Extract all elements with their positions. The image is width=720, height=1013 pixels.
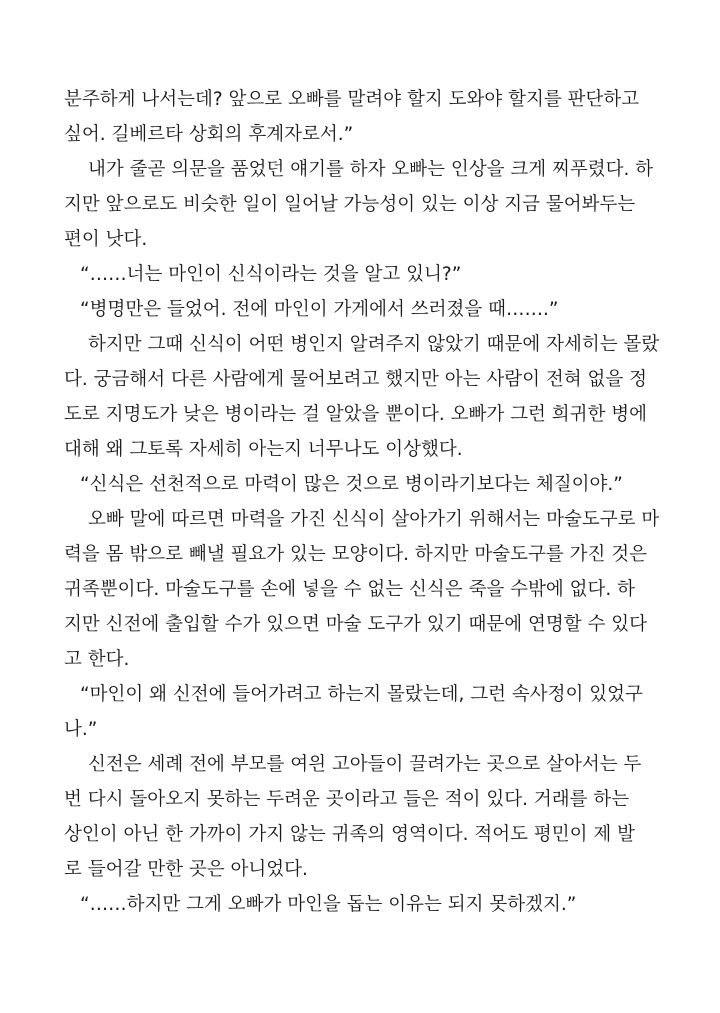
text-line: 오빠 말에 따르면 마력을 가진 신식이 살아가기 위해서는 마술도구로 마 xyxy=(88,509,660,530)
text-line: 분주하게 나서는데? 앞으로 오빠를 말려야 할지 도와야 할지를 판단하고 xyxy=(64,89,640,110)
text-line: 도로 지명도가 낮은 병이라는 걸 알았을 뿐이다. 오빠가 그런 희귀한 병에 xyxy=(64,404,647,425)
text-line: “신식은 선천적으로 마력이 많은 것으로 병이라기보다는 체질이야.” xyxy=(80,474,623,495)
text-line: 하지만 그때 신식이 어떤 병인지 알려주지 않았기 때문에 자세히는 몰랐 xyxy=(88,334,660,355)
text-line: 로 들어갈 만한 곳은 아니었다. xyxy=(64,859,308,880)
text-line: 편이 낫다. xyxy=(64,229,148,250)
text-line: “마인이 왜 신전에 들어가려고 하는지 몰랐는데, 그런 속사정이 있었구 xyxy=(80,684,643,705)
text-line: 귀족뿐이다. 마술도구를 손에 넣을 수 없는 신식은 죽을 수밖에 없다. 하 xyxy=(64,579,635,600)
text-line: 력을 몸 밖으로 빼낼 필요가 있는 모양이다. 하지만 마술도구를 가진 것은 xyxy=(64,544,647,565)
text-line: “……하지만 그게 오빠가 마인을 돕는 이유는 되지 못하겠지.” xyxy=(80,894,577,915)
text-line: 신전은 세례 전에 부모를 여읜 고아들이 끌려가는 곳으로 살아서는 두 xyxy=(88,754,642,775)
text-line: 지만 앞으로도 비슷한 일이 일어날 가능성이 있는 이상 지금 물어봐두는 xyxy=(64,194,636,215)
text-line: 나.” xyxy=(64,719,98,740)
text-line: 다. 궁금해서 다른 사람에게 물어보려고 했지만 아는 사람이 전혀 없을 정 xyxy=(64,369,647,390)
text-line: 지만 신전에 출입할 수가 있으면 마술 도구가 있기 때문에 연명할 수 있다 xyxy=(64,614,647,635)
text-line: 싶어. 길베르타 상회의 후계자로서.” xyxy=(64,124,354,145)
text-line: 대해 왜 그토록 자세히 아는지 너무나도 이상했다. xyxy=(64,439,463,460)
text-line: “……너는 마인이 신식이라는 것을 알고 있니?” xyxy=(80,264,462,285)
text-line: 내가 줄곧 의문을 품었던 얘기를 하자 오빠는 인상을 크게 찌푸렸다. 하 xyxy=(88,159,654,180)
text-line: 고 한다. xyxy=(64,649,130,670)
text-line: 상인이 아닌 한 가까이 가지 않는 귀족의 영역이다. 적어도 평민이 제 발 xyxy=(64,824,635,845)
text-line: 번 다시 돌아오지 못하는 두려운 곳이라고 들은 적이 있다. 거래를 하는 xyxy=(64,789,630,810)
text-line: “병명만은 들었어. 전에 마인이 가게에서 쓰러졌을 때…….” xyxy=(80,299,559,320)
